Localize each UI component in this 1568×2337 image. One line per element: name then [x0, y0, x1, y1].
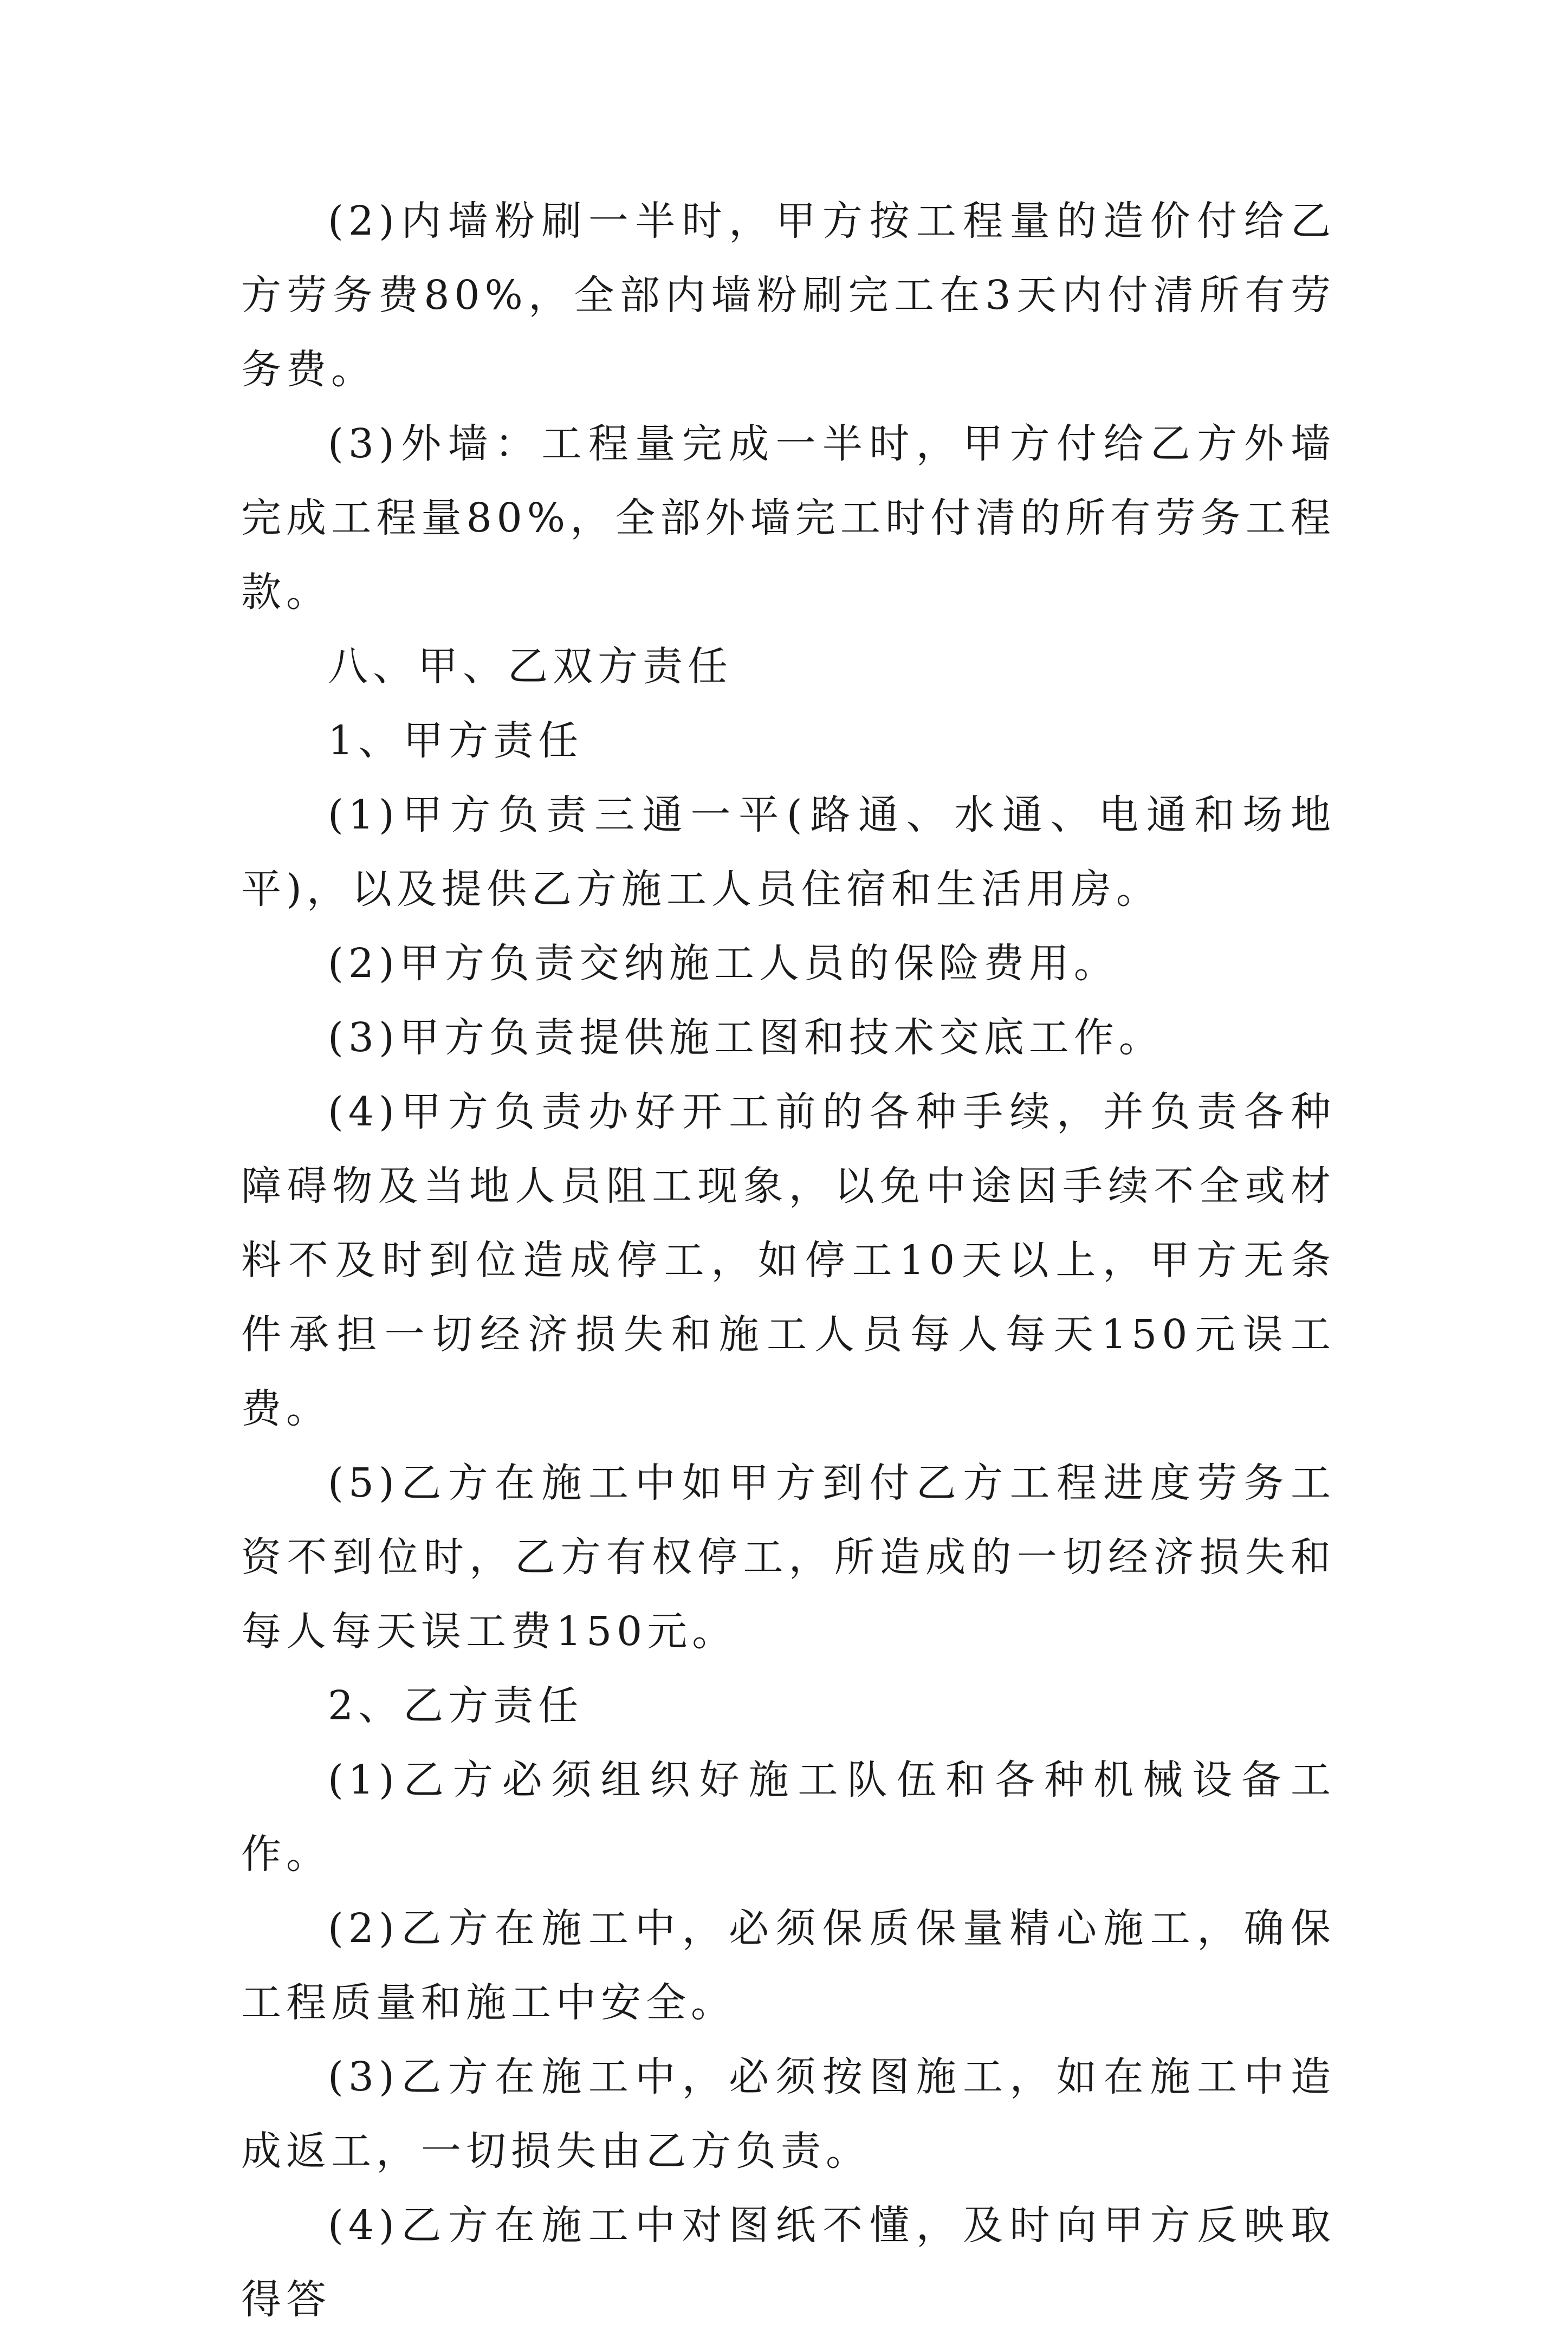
paragraph-exterior-wall-payment: (3)外墙：工程量完成一半时，甲方付给乙方外墙完成工程量80%，全部外墙完工时付清的所有劳务工程款。 [241, 420, 1336, 616]
paragraph-party-b-item-4: (4)乙方在施工中对图纸不懂，及时向甲方反映取得答 [241, 2202, 1336, 2323]
subsection-heading-party-b: 2、乙方责任 [328, 1682, 584, 1729]
document-body [241, 184, 1336, 2337]
section-heading-responsibilities: 八、甲、乙双方责任 [328, 643, 733, 690]
paragraph-party-b-item-1: (1)乙方必须组织好施工队伍和各种机械设备工作。 [241, 1757, 1336, 1878]
paragraph-party-a-item-4: (4)甲方负责办好开工前的各种手续，并负责各种障碍物及当地人员阻工现象，以免中途因手续不全或材料不及时到位造成停工，如停工10天以上，甲方无条件承担一切经济损失和施工人员每人每天150元误工费。 [241, 1089, 1336, 1432]
paragraph-party-a-item-2: (2)甲方负责交纳施工人员的保险费用。 [328, 940, 1119, 987]
paragraph-interior-wall-payment: (2)内墙粉刷一半时，甲方按工程量的造价付给乙方劳务费80%，全部内墙粉刷完工在3天内付清所有劳务费。 [241, 198, 1336, 393]
paragraph-party-b-item-3: (3)乙方在施工中，必须按图施工，如在施工中造成返工，一切损失由乙方负责。 [241, 2054, 1336, 2174]
paragraph-party-a-item-1: (1)甲方负责三通一平(路通、水通、电通和场地平)，以及提供乙方施工人员住宿和生活用房。 [241, 792, 1336, 912]
paragraph-party-b-item-2: (2)乙方在施工中，必须保质保量精心施工，确保工程质量和施工中安全。 [241, 1905, 1336, 2026]
paragraph-party-a-item-3: (3)甲方负责提供施工图和技术交底工作。 [328, 1014, 1164, 1061]
paragraph-party-a-item-5: (5)乙方在施工中如甲方到付乙方工程进度劳务工资不到位时，乙方有权停工，所造成的一切经济损失和每人每天误工费150元。 [241, 1460, 1336, 1655]
subsection-heading-party-a: 1、甲方责任 [328, 717, 584, 764]
